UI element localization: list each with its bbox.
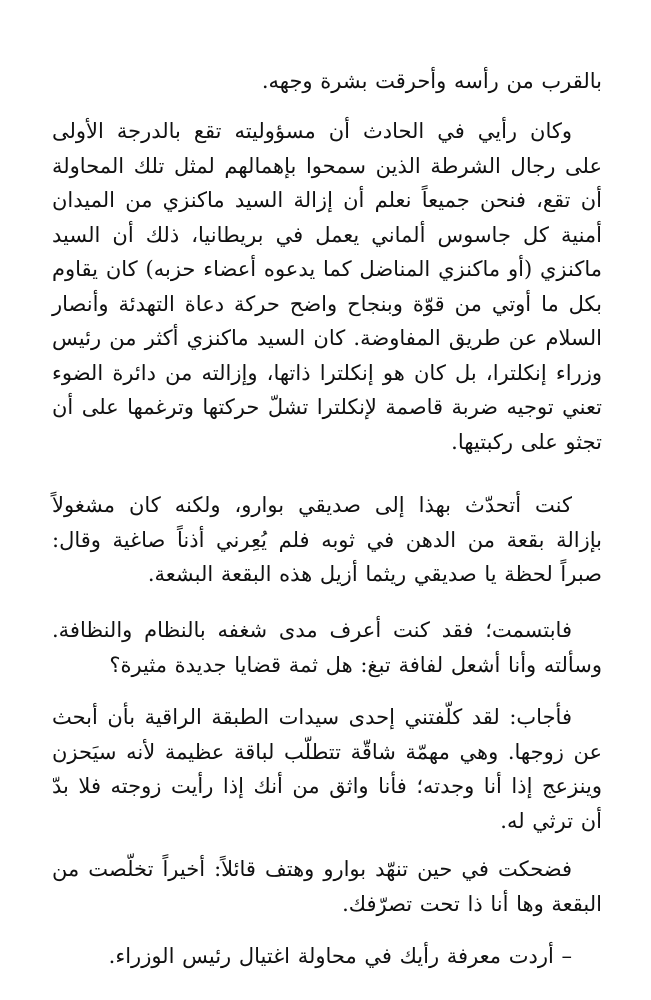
paragraph-7: – أردت معرفة رأيك في محاولة اغتيال رئيس الوزراء.: [108, 944, 572, 968]
paragraph-2: وكان رأيي في الحادث أن مسؤوليته تقع بالدرجة الأولى على رجال الشرطة الذين سمحوا بإهمالهم لمثل تلك المحاولة أن تقع، فنحن جميعاً نعلم أن إزالة السيد ماكنزي من الميدان أمنية كل جاسوس ألماني يعمل في بريطانيا، ذلك أن السيد ماكنزي (أو ماكنزي المناضل كما يدعوه أعضاء حزبه) كان يقاوم بكل ما أوتي من قوّة وبنجاح واضح حركة دعاة التهدئة وأنصار السلام عن طريق المفاوضة. كان السيد ماكنزي أكثر من رئيس وزراء إنكلترا، بل كان هو إنكلترا ذاتها، وإزالته من دائرة الضوء تعني توجيه ضربة قاصمة لإنكلترا تشلّ حركتها وترغمها على أن تجثو على ركبتيها.: [52, 119, 602, 454]
paragraph-4: فابتسمت؛ فقد كنت أعرف مدى شغفه بالنظام والنظافة. وسألته وأنا أشعل لفافة تبغ: هل ثمة قضايا جديدة مثيرة؟: [52, 618, 602, 677]
paragraph-5: فأجاب: لقد كلّفتني إحدى سيدات الطبقة الراقية بأن أبحث عن زوجها. وهي مهمّة شاقّة تتطلّب لباقة عظيمة لأنه سيَحزن وينزعج إذا أنا وجدته؛ فأنا واثق من أنك إذا رأيت زوجته فلا بدّ أن ترثي له.: [52, 705, 602, 833]
paragraph-6: فضحكت في حين تنهّد بوارو وهتف قائلاً: أخيراً تخلّصت من البقعة وها أنا ذا تحت تصرّفك.: [52, 857, 602, 916]
paragraph-3: كنت أتحدّث بهذا إلى صديقي بوارو، ولكنه كان مشغولاً بإزالة بقعة من الدهن في ثوبه فلم يُعِرني أذناً صاغية وقال: صبراً لحظة يا صديقي ريثما أزيل هذه البقعة البشعة.: [52, 493, 602, 586]
paragraph-1: بالقرب من رأسه وأحرقت بشرة وجهه.: [261, 69, 602, 93]
